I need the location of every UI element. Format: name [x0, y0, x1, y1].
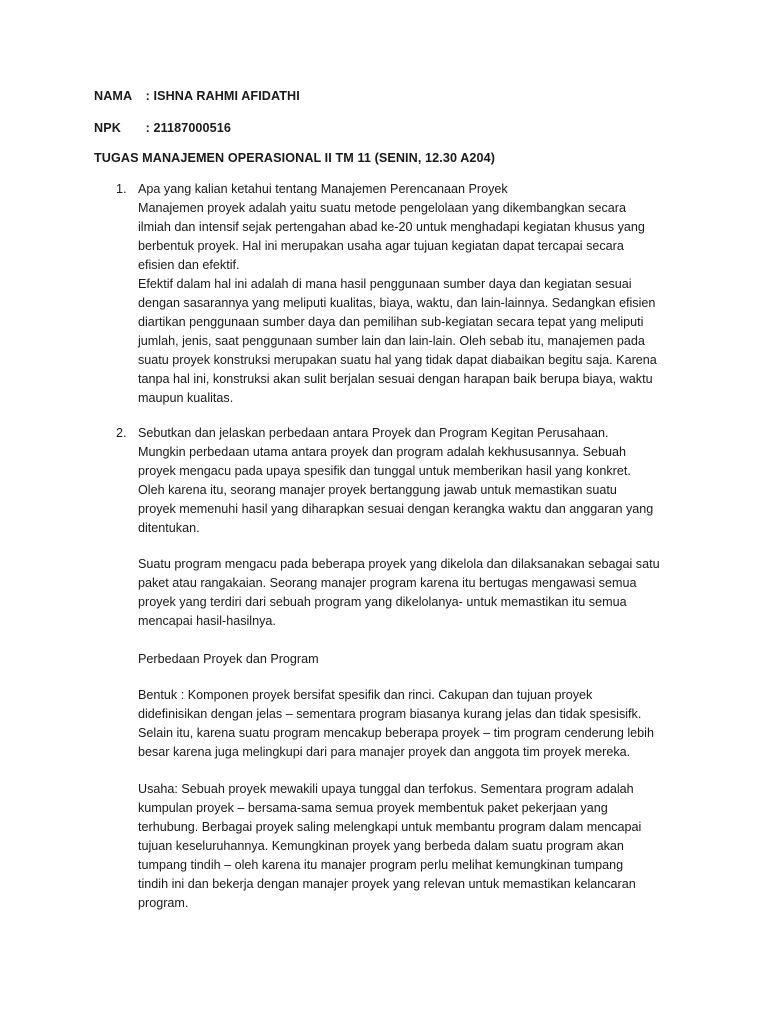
program-line: paket atau rangakaian. Seorang manajer program karena itu bertugas mengawasi semua: [138, 576, 637, 590]
bentuk-line: Selain itu, karena suatu program mencakup beberapa proyek – tim program cenderung lebih: [138, 726, 654, 740]
q2-number: 2.: [116, 426, 127, 440]
usaha-line: kumpulan proyek – bersama-sama semua proyek membentuk paket pekerjaan yang: [138, 801, 608, 815]
q1-line: efisien dan efektif.: [138, 258, 240, 272]
q2-line: ditentukan.: [138, 521, 200, 535]
nama-line: [94, 89, 300, 103]
q1-line: maupun kualitas.: [138, 391, 234, 405]
program-line: mencapai hasil-hasilnya.: [138, 614, 276, 628]
bentuk-line: besar karena juga melingkupi dari para manajer proyek dan anggota tim proyek mereka.: [138, 745, 631, 759]
assignment-title: TUGAS MANAJEMEN OPERASIONAL II TM 11 (SENIN, 12.30 A204): [94, 151, 495, 165]
subheading-text: Perbedaan Proyek dan Program: [138, 652, 319, 666]
usaha-line: Usaha: Sebuah proyek mewakili upaya tunggal dan terfokus. Sementara program adalah: [138, 782, 634, 796]
q1-block: [138, 180, 678, 408]
usaha-line: terhubung. Berbagai proyek saling melengkapi untuk membantu program dalam mencapai: [138, 820, 642, 834]
q1-line: suatu proyek konstruksi merupakan suatu hal yang tidak dapat diabaikan begitu saja. Karena: [138, 353, 657, 367]
q2-line: proyek mengacu pada upaya spesifik dan tunggal untuk memberikan hasil yang konkret.: [138, 464, 631, 478]
q2-line: Oleh karena itu, seorang manajer proyek bertanggung jawab untuk memastikan suatu: [138, 483, 617, 497]
q2-block: [138, 424, 678, 538]
usaha-line: tujuan keseluruhannya. Kemungkinan proyek yang berbeda dalam suatu program akan: [138, 839, 624, 853]
npk-label: NPK: [94, 121, 121, 135]
nama-label: NAMA: [94, 89, 133, 103]
program-line: proyek yang terdiri dari sebuah program yang dikelolanya- untuk memastikan itu semua: [138, 595, 627, 609]
q2-question: Sebutkan dan jelaskan perbedaan antara Proyek dan Program Kegitan Perusahaan.: [138, 426, 609, 440]
q2-line: proyek memenuhi hasil yang diharapkan sesuai dengan kerangka waktu dan anggaran yang: [138, 502, 654, 516]
q1-line: tanpa hal ini, konstruksi akan sulit berjalan sesuai dengan harapan baik berupa biaya, waktu: [138, 372, 653, 386]
q1-line: Manajemen proyek adalah yaitu suatu metode pengelolaan yang dikembangkan secara: [138, 201, 626, 215]
npk-value: : 21187000516: [145, 121, 231, 135]
usaha-line: tindih ini dan bekerja dengan manajer proyek yang relevan untuk memastikan kelancaran: [138, 877, 636, 891]
q1-line: ilmiah dan intensif sejak pertengahan abad ke-20 untuk menghadapi kegiatan khusus yang: [138, 220, 645, 234]
usaha-line: tumpang tindih – oleh karena itu manajer program perlu melihat kemungkinan tumpang: [138, 858, 624, 872]
q2-paragraph-program: [138, 555, 678, 631]
q1-line: diartikan penggunaan sumber daya dan pemilihan sub-kegiatan secara tepat yang meliputi: [138, 315, 644, 329]
usaha-line: program.: [138, 896, 189, 910]
bentuk-paragraph: [138, 686, 678, 762]
nama-value: : ISHNA RAHMI AFIDATHI: [145, 89, 300, 103]
q1-line: dengan sasarannya yang meliputi kualitas, biaya, waktu, dan lain-lainnya. Sedangkan efisien: [138, 296, 656, 310]
q1-question: Apa yang kalian ketahui tentang Manajemen Perencanaan Proyek: [138, 182, 508, 196]
bentuk-line: Bentuk : Komponen proyek bersifat spesifik dan rinci. Cakupan dan tujuan proyek: [138, 688, 593, 702]
q1-line: berbentuk proyek. Hal ini merupakan usaha agar tujuan kegiatan dapat tercapai secara: [138, 239, 624, 253]
q1-line: jumlah, jenis, saat penggunaan sumber lain dan lain-lain. Oleh sebab itu, manajemen pada: [138, 334, 645, 348]
q2-line: Mungkin perbedaan utama antara proyek dan program adalah kekhususannya. Sebuah: [138, 445, 626, 459]
subheading-perbedaan: [138, 650, 678, 669]
bentuk-line: didefinisikan dengan jelas – sementara program biasanya kurang jelas dan tidak spesisifk.: [138, 707, 642, 721]
q1-line: Efektif dalam hal ini adalah di mana hasil penggunaan sumber daya dan kegiatan sesuai: [138, 277, 632, 291]
program-line: Suatu program mengacu pada beberapa proyek yang dikelola dan dilaksanakan sebagai satu: [138, 557, 660, 571]
npk-line: [94, 121, 231, 135]
q1-number: 1.: [116, 182, 127, 196]
usaha-paragraph: [138, 780, 678, 913]
